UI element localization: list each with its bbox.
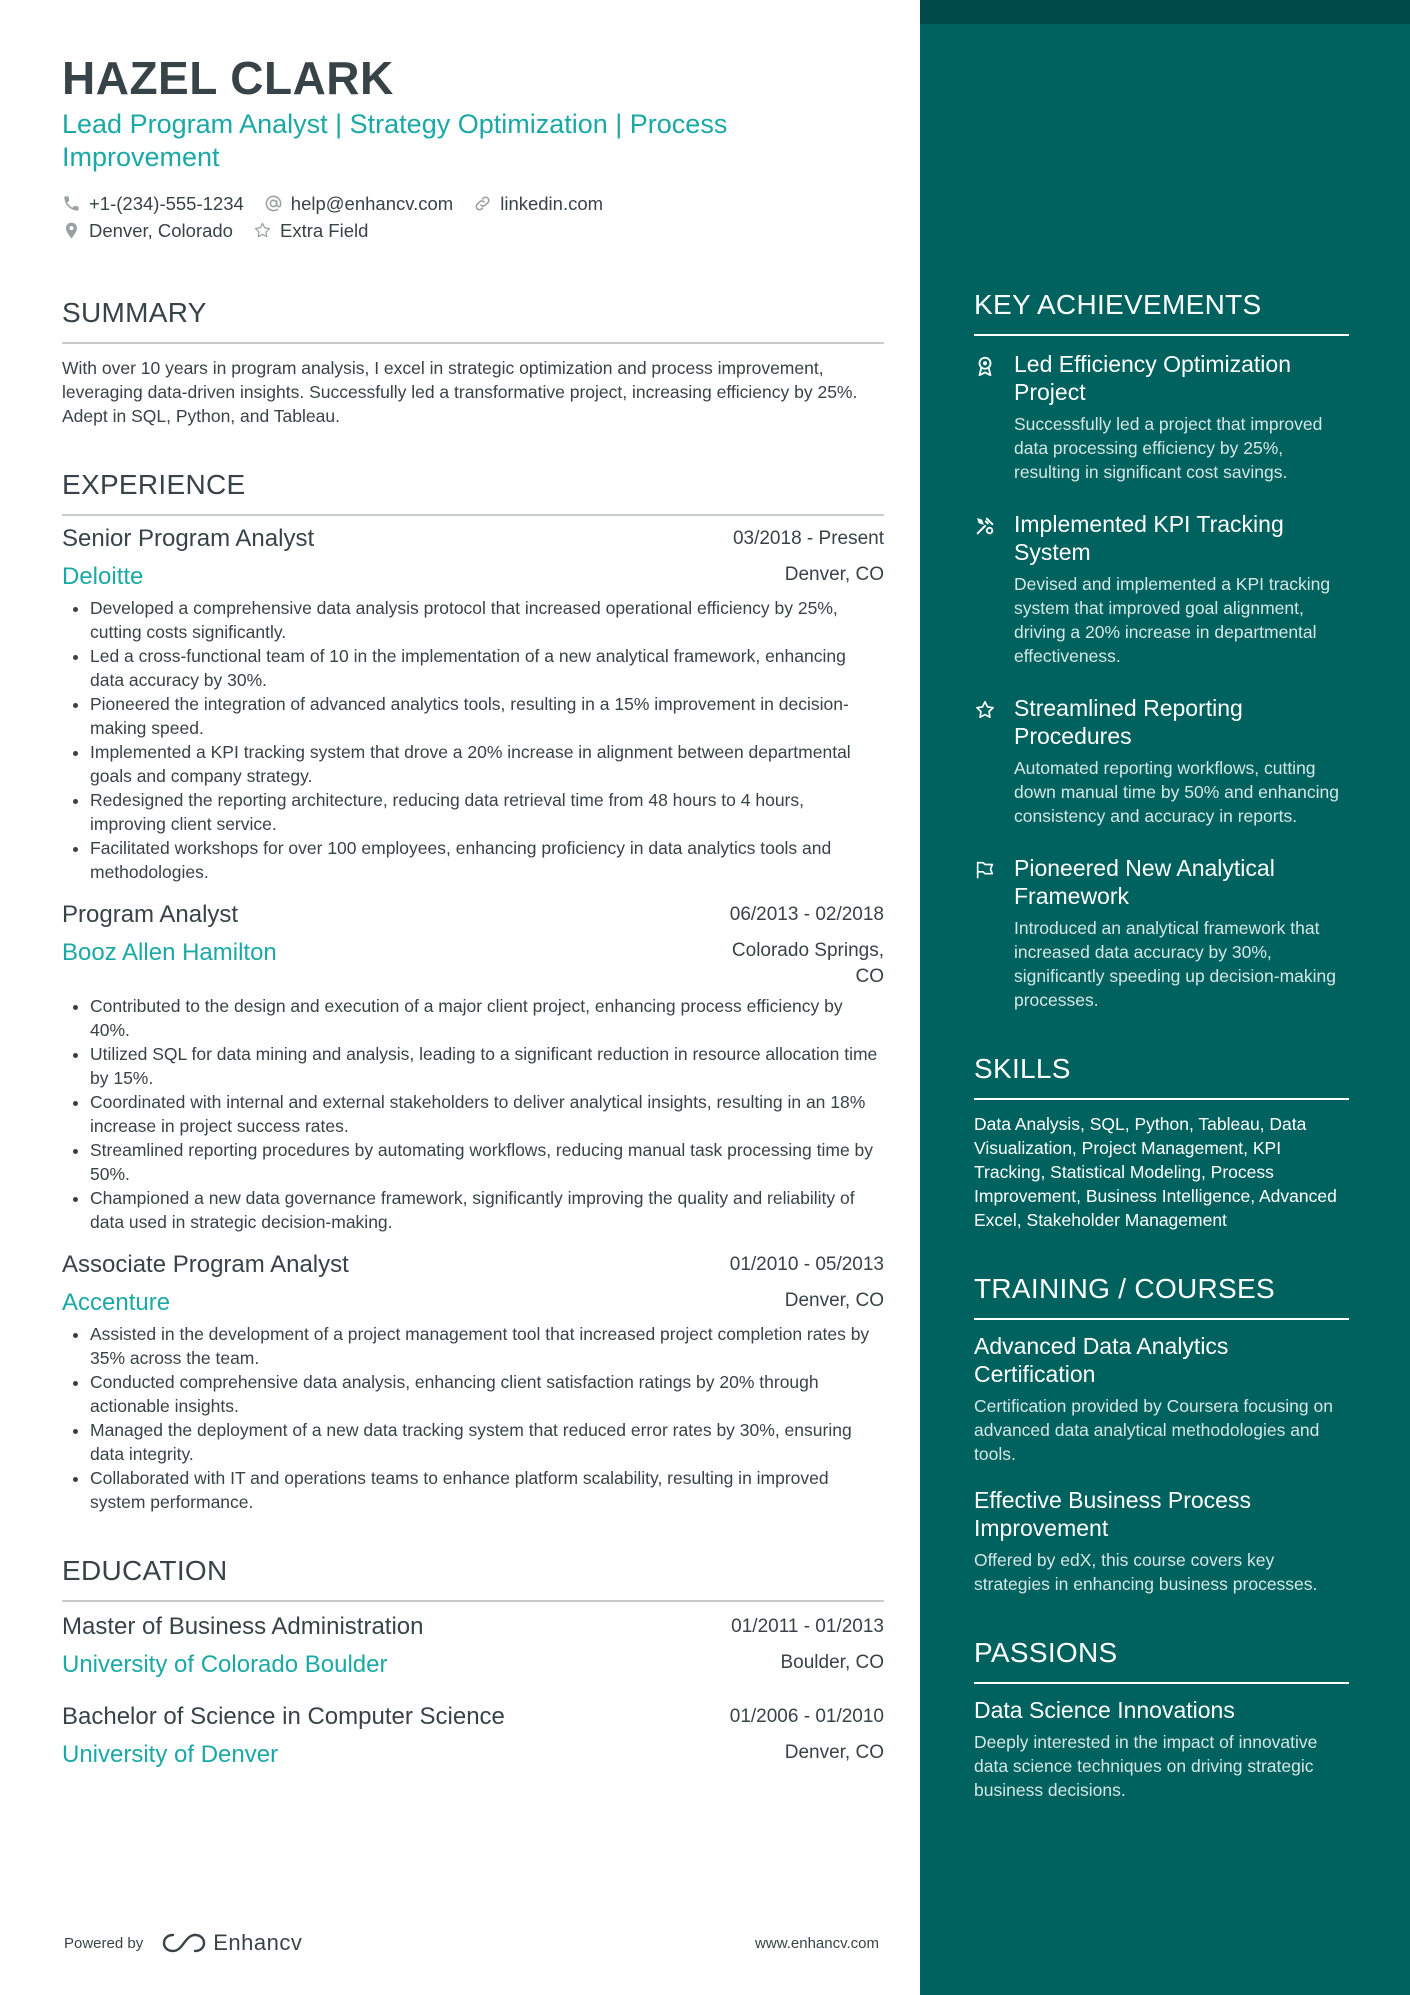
bullet-item: • Redesigned the reporting architecture, reducing data retrieval time from 48 hours to 4 hours, improving client service.: [90, 788, 884, 836]
course-description: Certification provided by Coursera focusing on advanced data analytical methodologies and tools.: [974, 1396, 1333, 1464]
job-title: Senior Program Analyst: [62, 525, 315, 552]
achievement-title: Implemented KPI Tracking System: [1014, 511, 1284, 565]
achievement-item: [974, 510, 1349, 668]
experience-heading: EXPERIENCE: [62, 469, 246, 500]
summary-heading: SUMMARY: [62, 297, 207, 328]
bullet-item: • Managed the deployment of a new data tracking system that reduced error rates by 30%, ensuring data integrity.: [90, 1418, 884, 1466]
location-pin-icon: [62, 221, 81, 240]
section-divider: [974, 1098, 1349, 1100]
skills-list: Data Analysis, SQL, Python, Tableau, Data Visualization, Project Management, KPI Tracking, Statistical Modeling, Process Improvement, Business Intelligence, Advanced Excel, Stakeholder Management: [974, 1114, 1337, 1230]
company-name: Accenture: [62, 1289, 171, 1316]
degree-name: Bachelor of Science in Computer Science: [62, 1703, 505, 1730]
bullet-item: • Streamlined reporting procedures by automating workflows, reducing manual task processing time by 50%.: [90, 1138, 884, 1186]
course-title: Advanced Data Analytics Certification: [974, 1333, 1229, 1387]
enhancv-logo-icon: [161, 1931, 207, 1955]
contact-location: [62, 220, 233, 242]
enhancv-brand-text: Enhancv: [213, 1930, 303, 1955]
sidebar-top-bar: [920, 0, 1410, 24]
bullet-item: • Coordinated with internal and external stakeholders to deliver analytical insights, resulting in an 18% increase in project success rates.: [90, 1090, 884, 1138]
job-dates: 03/2018 - Present: [732, 528, 884, 549]
job-entry: [62, 900, 884, 1234]
training-heading: TRAINING / COURSES: [974, 1273, 1275, 1304]
contact-phone: [62, 193, 244, 215]
powered-by-label: Powered by: [64, 1934, 144, 1952]
job-location: Denver, CO: [784, 564, 884, 585]
education-section: [62, 1554, 884, 1770]
education-entry: [62, 1612, 884, 1680]
tools-icon: [974, 515, 996, 537]
achievement-description: Devised and implemented a KPI tracking system that improved goal alignment, driving a 20% increase in departmental effectiveness.: [1014, 574, 1331, 666]
experience-section: [62, 468, 884, 1514]
job-entry: [62, 524, 884, 884]
extra-field-text: Extra Field: [279, 219, 369, 241]
bullet-item: • Pioneered the integration of advanced analytics tools, resulting in a 15% improvement in decision-making speed.: [90, 692, 884, 740]
bullet-item: • Collaborated with IT and operations teams to enhance platform scalability, resulting in improved system performance.: [90, 1466, 884, 1514]
bullet-item: • Utilized SQL for data mining and analysis, leading to a significant reduction in resource allocation time by 15%.: [90, 1042, 884, 1090]
footer: [64, 1928, 879, 1958]
skills-heading: SKILLS: [974, 1053, 1071, 1084]
achievement-item: [974, 694, 1349, 828]
course-item: [974, 1486, 1349, 1596]
bullet-item: • Developed a comprehensive data analysis protocol that increased operational efficiency by 25%, cutting costs significantly.: [90, 596, 884, 644]
achievement-description: Successfully led a project that improved data processing efficiency by 25%, resulting in significant cost savings.: [1014, 414, 1323, 482]
school-name: University of Colorado Boulder: [62, 1651, 388, 1678]
summary-section: [62, 296, 884, 428]
location-text: Denver, Colorado: [89, 219, 233, 241]
course-title: Effective Business Process Improvement: [974, 1487, 1251, 1541]
summary-text: With over 10 years in program analysis, I excel in strategic optimization and process improvement, leveraging data-driven insights. Successfully led a transformative project, increasing efficiency by 25%. Adept in SQL, Python, and Tableau.: [62, 358, 858, 426]
job-location: Colorado Springs, CO: [731, 940, 884, 987]
achievements-section: [974, 288, 1349, 1012]
phone-text: +1-(234)-555-1234: [89, 192, 244, 214]
passion-item: [974, 1696, 1349, 1802]
achievement-item: [974, 854, 1349, 1012]
contact-email[interactable]: [264, 193, 453, 215]
enhancv-logo[interactable]: [161, 1930, 302, 1956]
candidate-tagline: Lead Program Analyst | Strategy Optimization | Process Improvement: [62, 109, 728, 172]
education-dates: 01/2011 - 01/2013: [731, 1616, 884, 1637]
achievement-title: Pioneered New Analytical Framework: [1014, 855, 1275, 909]
achievement-title: Led Efficiency Optimization Project: [1014, 351, 1291, 405]
section-divider: [974, 334, 1349, 336]
section-divider: [62, 514, 884, 516]
training-section: [974, 1272, 1349, 1596]
achievement-description: Introduced an analytical framework that increased data accuracy by 30%, significantly speeding up decision-making processes.: [1014, 918, 1336, 1010]
candidate-name: HAZEL CLARK: [62, 52, 394, 104]
star-icon: [974, 699, 996, 721]
achievement-item: [974, 350, 1349, 484]
job-title: Associate Program Analyst: [62, 1251, 349, 1278]
company-name: Deloitte: [62, 563, 144, 590]
job-bullets: [62, 1322, 884, 1514]
bullet-item: • Assisted in the development of a project management tool that increased project completion rates by 35% across the team.: [90, 1322, 884, 1370]
passions-section: [974, 1636, 1349, 1802]
contact-info: [62, 190, 884, 244]
passion-title: Data Science Innovations: [974, 1697, 1235, 1723]
degree-name: Master of Business Administration: [62, 1613, 424, 1640]
phone-icon: [62, 194, 81, 213]
job-dates: 06/2013 - 02/2018: [729, 904, 884, 925]
passion-description: Deeply interested in the impact of innovative data science techniques on driving strategic business decisions.: [974, 1732, 1318, 1800]
main-column: [62, 50, 884, 1770]
contact-extra: [253, 220, 368, 242]
bullet-item: • Contributed to the design and execution of a major client project, enhancing process efficiency by 40%.: [90, 994, 884, 1042]
flag-icon: [974, 859, 996, 881]
section-divider: [62, 1600, 884, 1602]
company-name: Booz Allen Hamilton: [62, 939, 277, 966]
bullet-item: • Championed a new data governance framework, significantly improving the quality and reliability of data used in strategic decision-making.: [90, 1186, 884, 1234]
passions-heading: PASSIONS: [974, 1637, 1118, 1668]
award-icon: [974, 355, 996, 377]
contact-linkedin[interactable]: [473, 193, 603, 215]
website-link[interactable]: www.enhancv.com: [755, 1934, 879, 1952]
job-bullets: [62, 994, 884, 1234]
education-entry: [62, 1702, 884, 1770]
star-outline-icon: [253, 221, 272, 240]
email-text[interactable]: help@enhancv.com: [290, 192, 454, 214]
powered-by: [64, 1930, 302, 1956]
achievement-description: Automated reporting workflows, cutting down manual time by 50% and enhancing consistency and accuracy in reports.: [1014, 758, 1339, 826]
education-heading: EDUCATION: [62, 1555, 228, 1586]
skills-section: [974, 1052, 1349, 1232]
section-divider: [974, 1682, 1349, 1684]
linkedin-text[interactable]: linkedin.com: [500, 192, 604, 214]
education-dates: 01/2006 - 01/2010: [729, 1706, 884, 1727]
course-item: [974, 1332, 1349, 1466]
job-entry: [62, 1250, 884, 1514]
bullet-item: • Led a cross-functional team of 10 in the implementation of a new analytical framework, enhancing data accuracy by 30%.: [90, 644, 884, 692]
at-icon: [264, 194, 283, 213]
school-name: University of Denver: [62, 1741, 279, 1768]
bullet-item: • Implemented a KPI tracking system that drove a 20% increase in alignment between departmental goals and company strategy.: [90, 740, 884, 788]
section-divider: [974, 1318, 1349, 1320]
section-divider: [62, 342, 884, 344]
course-description: Offered by edX, this course covers key strategies in enhancing business processes.: [974, 1550, 1318, 1594]
school-location: Denver, CO: [784, 1742, 884, 1763]
sidebar-column: [974, 288, 1349, 1802]
job-dates: 01/2010 - 05/2013: [729, 1254, 884, 1275]
bullet-item: • Facilitated workshops for over 100 employees, enhancing proficiency in data analytics tools and methodologies.: [90, 836, 884, 884]
job-location: Denver, CO: [784, 1290, 884, 1311]
achievement-title: Streamlined Reporting Procedures: [1014, 695, 1243, 749]
achievements-heading: KEY ACHIEVEMENTS: [974, 289, 1262, 320]
job-bullets: [62, 596, 884, 884]
job-title: Program Analyst: [62, 901, 239, 928]
link-icon: [473, 194, 492, 213]
bullet-item: • Conducted comprehensive data analysis, enhancing client satisfaction ratings by 20% through actionable insights.: [90, 1370, 884, 1418]
school-location: Boulder, CO: [780, 1652, 884, 1673]
